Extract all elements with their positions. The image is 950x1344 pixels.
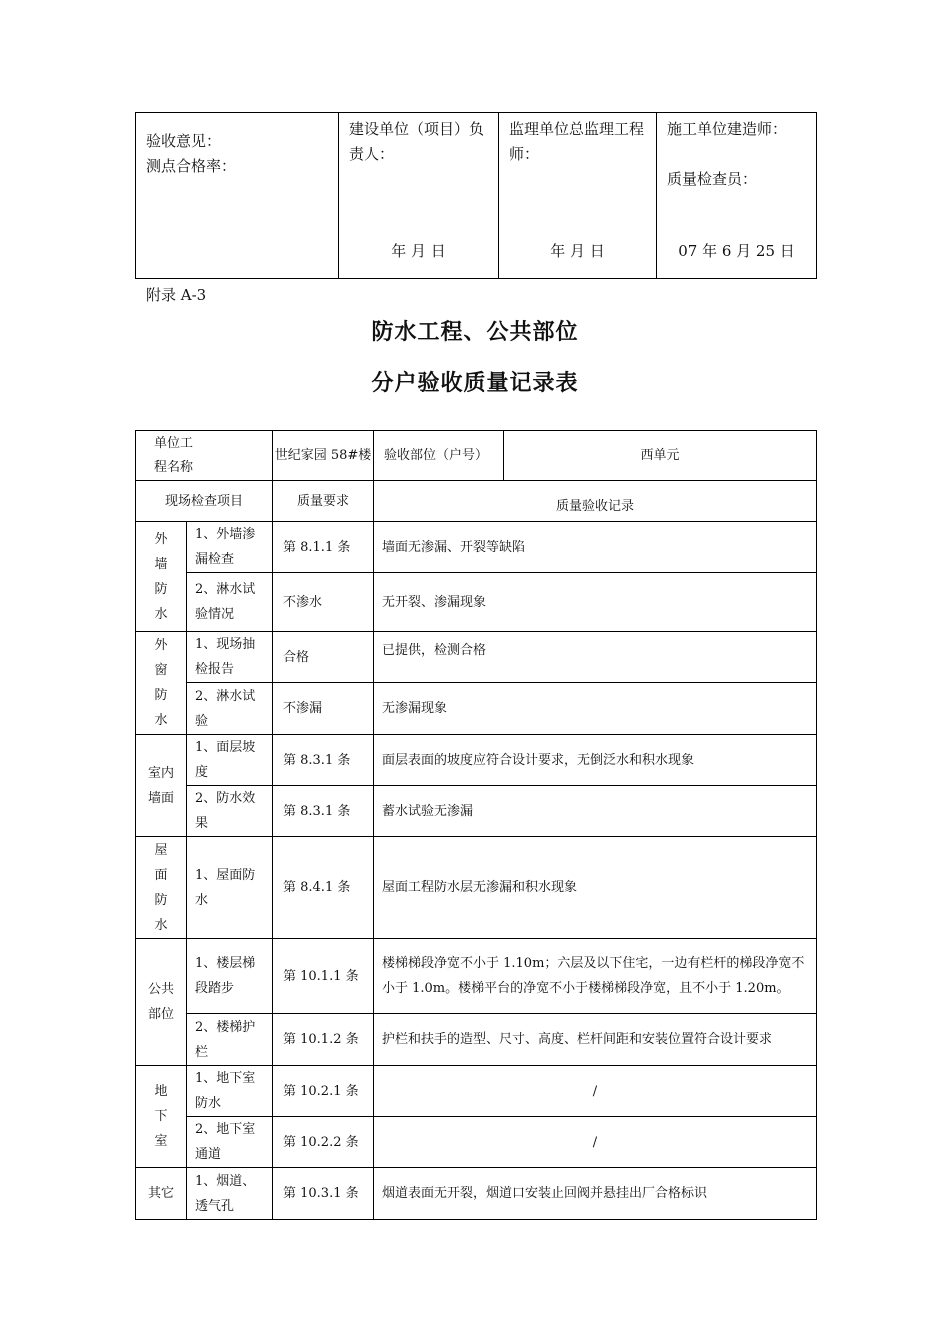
category-label: 室内墙面	[136, 735, 187, 837]
column-header-row	[136, 481, 817, 522]
table-row	[136, 837, 817, 939]
record-value: 楼梯梯段净宽不小于 1.10m；六层及以下住宅，一边有栏杆的梯段净宽不小于 1.0m。楼梯平台的净宽不小于楼梯梯段净宽，且不小于 1.20m。	[374, 939, 817, 1014]
owner-label: 建设单位（项目）负责人：	[349, 120, 485, 163]
appendix-label: 附录 A-3	[146, 286, 207, 304]
table-row	[136, 573, 817, 632]
check-item-label: 1、面层坡度	[187, 735, 273, 786]
record-value: /	[374, 1066, 817, 1117]
table-row	[136, 939, 817, 1014]
table-row	[136, 1066, 817, 1117]
check-item-label: 1、屋面防水	[187, 837, 273, 939]
opinion-label: 验收意见：	[146, 132, 222, 150]
owner-cell	[339, 113, 499, 279]
column-check-item: 现场检查项目	[136, 481, 273, 522]
owner-date: 年 月 日	[391, 242, 446, 260]
check-item-label: 2、防水效果	[187, 786, 273, 837]
opinion-cell	[136, 113, 339, 279]
category-label: 公共部位	[136, 939, 187, 1066]
requirement-value: 第 8.3.1 条	[273, 786, 374, 837]
supervisor-date: 年 月 日	[550, 242, 605, 260]
category-label: 屋面防水	[136, 837, 187, 939]
table-row	[136, 1117, 817, 1168]
category-label: 其它	[136, 1168, 187, 1220]
category-label: 地下室	[136, 1066, 187, 1168]
requirement-value: 第 10.2.2 条	[273, 1117, 374, 1168]
record-table	[135, 430, 817, 1220]
check-item-label: 2、楼梯护栏	[187, 1014, 273, 1066]
column-record: 质量验收记录	[374, 481, 817, 522]
record-value: 无开裂、渗漏现象	[374, 573, 817, 632]
requirement-value: 第 8.4.1 条	[273, 837, 374, 939]
supervisor-label: 监理单位总监理工程师：	[509, 120, 645, 163]
category-label: 外窗防水	[136, 632, 187, 735]
column-requirement: 质量要求	[273, 481, 374, 522]
project-name-cell	[273, 431, 374, 481]
check-item-label: 1、现场抽检报告	[187, 632, 273, 683]
record-value: 烟道表面无开裂，烟道口安装止回阀并悬挂出厂合格标识	[374, 1168, 817, 1220]
project-name-value: 世纪家园 58#楼	[274, 448, 372, 463]
requirement-value: 第 8.3.1 条	[273, 735, 374, 786]
table-row	[136, 1168, 817, 1220]
table-row	[136, 786, 817, 837]
contractor-cell	[657, 113, 817, 279]
record-value: 护栏和扶手的造型、尺寸、高度、栏杆间距和安装位置符合设计要求	[374, 1014, 817, 1066]
check-item-label: 1、楼层梯段踏步	[187, 939, 273, 1014]
category-label: 外墙防水	[136, 522, 187, 632]
record-value: 屋面工程防水层无渗漏和积水现象	[374, 837, 817, 939]
record-value: 蓄水试验无渗漏	[374, 786, 817, 837]
record-value: 面层表面的坡度应符合设计要求，无倒泛水和积水现象	[374, 735, 817, 786]
check-item-label: 2、淋水试验	[187, 683, 273, 735]
table-row	[136, 522, 817, 573]
requirement-value: 合格	[273, 632, 374, 683]
inspector-label: 质量检查员：	[667, 170, 758, 188]
pass-rate-label: 测点合格率：	[146, 157, 237, 175]
record-value: 墙面无渗漏、开裂等缺陷	[374, 522, 817, 573]
table-row	[136, 1014, 817, 1066]
requirement-value: 不渗水	[273, 573, 374, 632]
record-value: /	[374, 1117, 817, 1168]
page-title-line1: 防水工程、公共部位	[371, 319, 579, 345]
check-item-label: 1、外墙渗漏检查	[187, 522, 273, 573]
record-value: 无渗漏现象	[374, 683, 817, 735]
check-item-label: 2、淋水试验情况	[187, 573, 273, 632]
requirement-value: 第 10.2.1 条	[273, 1066, 374, 1117]
requirement-value: 第 8.1.1 条	[273, 522, 374, 573]
contractor-label: 施工单位建造师：	[667, 120, 788, 138]
groups-body	[136, 522, 817, 1220]
contractor-date: 07 年 6 月 25 日	[678, 242, 795, 260]
requirement-value: 不渗漏	[273, 683, 374, 735]
header-row	[136, 431, 817, 481]
project-name-label: 单位工程名称	[154, 435, 194, 475]
requirement-value: 第 10.1.2 条	[273, 1014, 374, 1066]
check-item-label: 2、地下室通道	[187, 1117, 273, 1168]
table-row	[136, 735, 817, 786]
table-row	[136, 632, 817, 683]
page-title-line2: 分户验收质量记录表	[371, 370, 579, 396]
supervisor-cell	[499, 113, 657, 279]
signature-table	[135, 112, 817, 279]
table-row	[136, 683, 817, 735]
record-value: 已提供，检测合格	[374, 632, 817, 683]
check-item-label: 1、地下室防水	[187, 1066, 273, 1117]
requirement-value: 第 10.1.1 条	[273, 939, 374, 1014]
check-item-label: 1、烟道、透气孔	[187, 1168, 273, 1220]
location-label: 验收部位（户号）	[374, 431, 504, 481]
requirement-value: 第 10.3.1 条	[273, 1168, 374, 1220]
location-value: 西单元	[504, 431, 817, 481]
